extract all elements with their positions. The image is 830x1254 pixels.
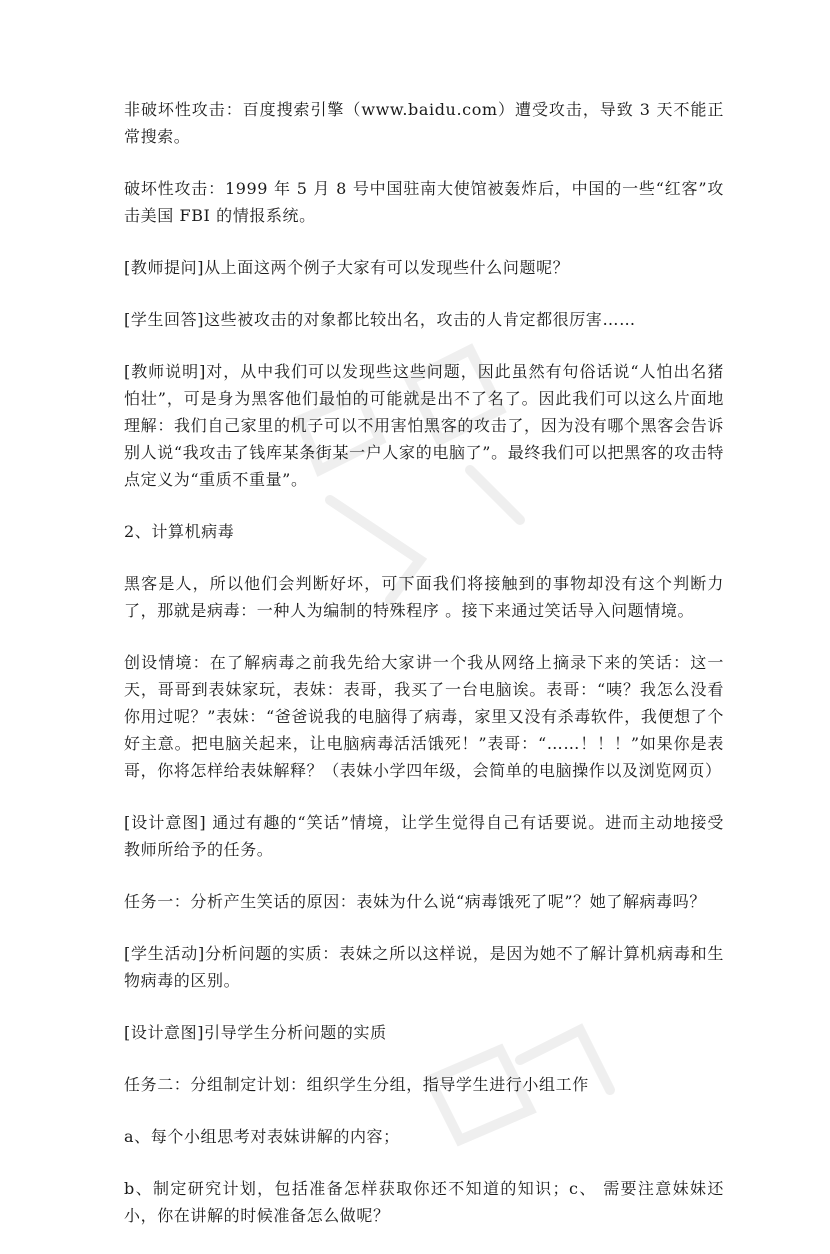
paragraph-item-a: a、每个小组思考对表妹讲解的内容；: [124, 1127, 400, 1146]
paragraph-non-destructive-attack: 非破坏性攻击：百度搜索引擎（www.baidu.com）遭受攻击，导致 3 天不能正常搜索。: [124, 100, 724, 146]
document-body: [124, 96, 724, 1254]
paragraph-teacher-question: [教师提问]从上面这两个例子大家有可以发现些什么问题呢？: [124, 258, 570, 277]
paragraph-design-intent-2: [设计意图]引导学生分析问题的实质: [124, 1023, 387, 1042]
paragraph-item-b-c: b、制定研究计划，包括准备怎样获取你还不知道的知识；c、 需要注意妹妹还小，你在讲解的时候准备怎么做呢？: [124, 1179, 724, 1225]
paragraph-destructive-attack: 破坏性攻击：1999 年 5 月 8 号中国驻南大使馆被轰炸后，中国的一些“红客”攻击美国 FBI 的情报系统。: [124, 179, 724, 225]
paragraph-teacher-explanation: [教师说明]对，从中我们可以发现些这些问题，因此虽然有句俗话说“人怕出名猪怕壮”，可是身为黑客他们最怕的可能就是出不了名了。因此我们可以这么片面地理解：我们自己家里的机子可以不用害怕黑客的攻击了，因为没有哪个黑客会告诉别人说“我攻击了钱库某条街某一户人家的电脑了”。最终我们可以把黑客的攻击特点定义为“重质不重量”。: [124, 362, 724, 489]
paragraph-scenario: 创设情境：在了解病毒之前我先给大家讲一个我从网络上摘录下来的笑话：这一天，哥哥到表妹家玩，表妹：表哥，我买了一台电脑诶。表哥：“咦？我怎么没看你用过呢？”表妹：“爸爸说我的电脑得了病毒，家里又没有杀毒软件，我便想了个好主意。把电脑关起来，让电脑病毒活活饿死！”表哥：“……！！！”如果你是表哥，你将怎样给表妹解释？（表妹小学四年级，会简单的电脑操作以及浏览网页）: [124, 653, 724, 780]
paragraph-task-one: 任务一：分析产生笑话的原因：表妹为什么说“病毒饿死了呢”？她了解病毒吗？: [124, 892, 706, 911]
paragraph-student-activity: [学生活动]分析问题的实质：表妹之所以这样说，是因为她不了解计算机病毒和生物病毒的区别。: [124, 944, 724, 990]
section-heading-computer-virus: 2、计算机病毒: [124, 522, 235, 541]
paragraph-design-intent-1: [设计意图] 通过有趣的“笑话”情境，让学生觉得自己有话要说。进而主动地接受教师所给予的任务。: [124, 813, 724, 859]
paragraph-student-answer: [学生回答]这些被攻击的对象都比较出名，攻击的人肯定都很厉害……: [124, 310, 636, 329]
paragraph-task-two: 任务二：分组制定计划：组织学生分组，指导学生进行小组工作: [124, 1075, 589, 1094]
paragraph-virus-intro: 黑客是人，所以他们会判断好坏，可下面我们将接触到的事物却没有这个判断力了，那就是病毒：一种人为编制的特殊程序 。接下来通过笑话导入问题情境。: [124, 574, 724, 620]
